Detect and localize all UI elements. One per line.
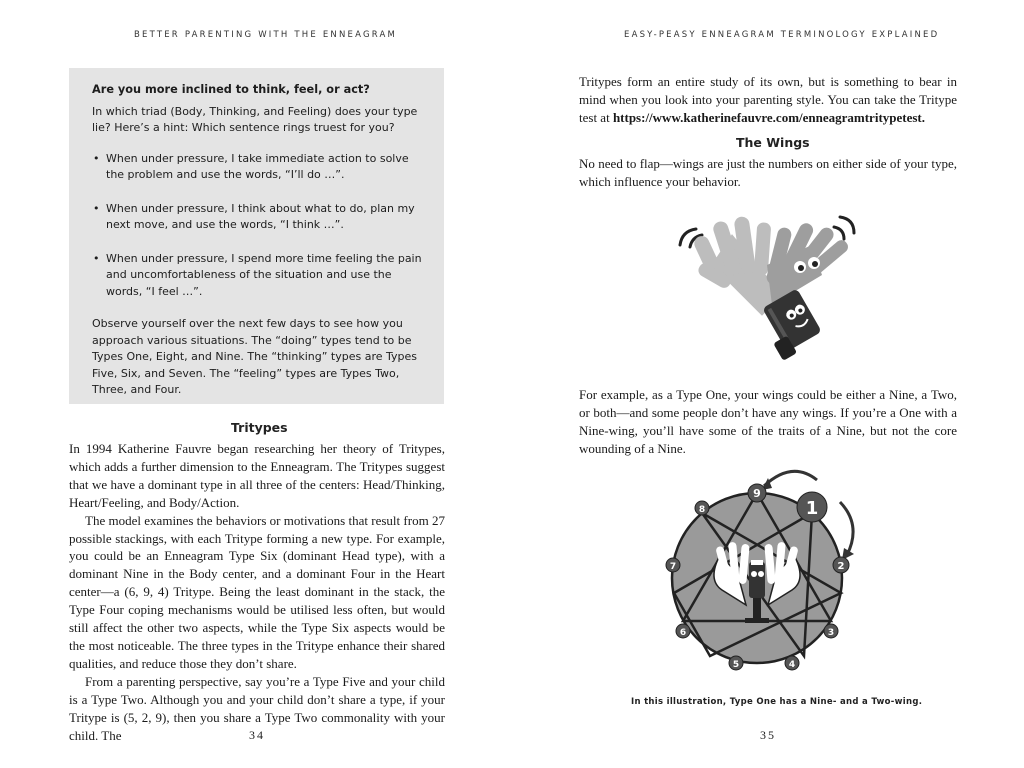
wings-heading: The Wings [736,135,810,150]
paragraph: No need to flap—wings are just the numbers on either side of your type, which influence your behavior. [579,156,957,189]
node-label: 6 [679,628,687,638]
sidebar-bullet-list [92,151,426,301]
node-label: 3 [827,628,835,638]
running-head-right: EASY-PEASY ENNEAGRAM TERMINOLOGY EXPLAINED [624,30,940,40]
flapping-gloves-illustration [672,205,872,365]
paragraph: From a parenting perspective, say you’re a Type Five and your child is a Type Two. Although you and your child don’t share a type, if your Tritype is (5, 2, 9), then you share a Type Two commonality with your child. The [69,673,445,743]
sidebar-bullet: • When under pressure, I take immediate action to solve the problem and use the words, “I’ll do …”. [106,151,426,184]
node-label: 8 [698,505,706,515]
right-page [512,0,1024,768]
sidebar-intro: In which triad (Body, Thinking, and Feeling) does your type lie? Here’s a hint: Which sentence rings truest for you? [92,104,418,134]
page-number-right: 35 [760,728,776,742]
paragraph: The model examines the behaviors or motivations that result from 27 possible stackings, with each Tritype forming a new type. For example, you could be an Enneagram Type Six (dominant Head type), with a dominant Nine in the Body center, and a dominant Four in the Heart center—a (6, 9, 4) Tritype. Being the least dominant in the stack, the Type Four coping mechanisms would be utilised less often, but would still affect the other two aspects, while the Type Six aspects would be the most noticeable. The three types in the Tritype enhance their shared qualities, and reduce those they don’t share. [69,512,445,671]
tritypes-heading: Tritypes [231,420,288,435]
enneagram-wings-illustration [652,460,872,685]
node-label: 1 [805,498,819,519]
node-label: 4 [788,660,796,670]
node-label: 9 [753,487,761,500]
node-label: 7 [669,562,677,572]
sidebar-title: Are you more inclined to think, feel, or act? [92,83,370,96]
figure-caption: In this illustration, Type One has a Nine- and a Two-wing. [631,697,923,707]
page-number-left: 34 [249,728,265,742]
tritypes-body [69,440,445,744]
node-label: 5 [732,660,740,670]
tritype-test-url[interactable]: https://www.katherinefauvre.com/enneagramtritypetest. [612,109,926,125]
intro-text: Tritypes form an entire study of its own, but is something to bear in mind when you look into your parenting style. You can take the Tritype test at [579,74,957,125]
sidebar-bullet: • When under pressure, I spend more time feeling the pain and uncomfortableness of the situation and use the words, “I feel …”. [106,251,426,301]
triad-sidebar [69,68,444,404]
sidebar-bullet: • When under pressure, I think about what to do, plan my next move, and use the words, “I think …”. [106,201,426,234]
paragraph: For example, as a Type One, your wings could be either a Nine, a Two, or both—and some people don’t have any wings. If you’re a One with a Nine-wing, you’ll have some of the traits of a Nine, but not the core wounding of a Nine. [579,387,957,456]
wings-example [579,386,957,458]
paragraph: In 1994 Katherine Fauvre began researching her theory of Tritypes, which adds a further dimension to the Enneagram. The Tritypes suggest that we have a dominant type in all three of the centers: Head/Thinking, Heart/Feeling, and Body/Action. [69,441,445,510]
node-label: 2 [837,561,845,572]
tritype-intro [579,73,957,127]
sidebar-closing: Observe yourself over the next few days to see how you approach various situations. The “doing” types tend to be Types One, Eight, and Nine. The “thinking” types are Types Five, Six, and Seven. The “feeling” types are Types Two, Three, and Four. [92,317,417,396]
wings-body [579,155,957,191]
running-head-left: BETTER PARENTING WITH THE ENNEAGRAM [134,30,398,40]
